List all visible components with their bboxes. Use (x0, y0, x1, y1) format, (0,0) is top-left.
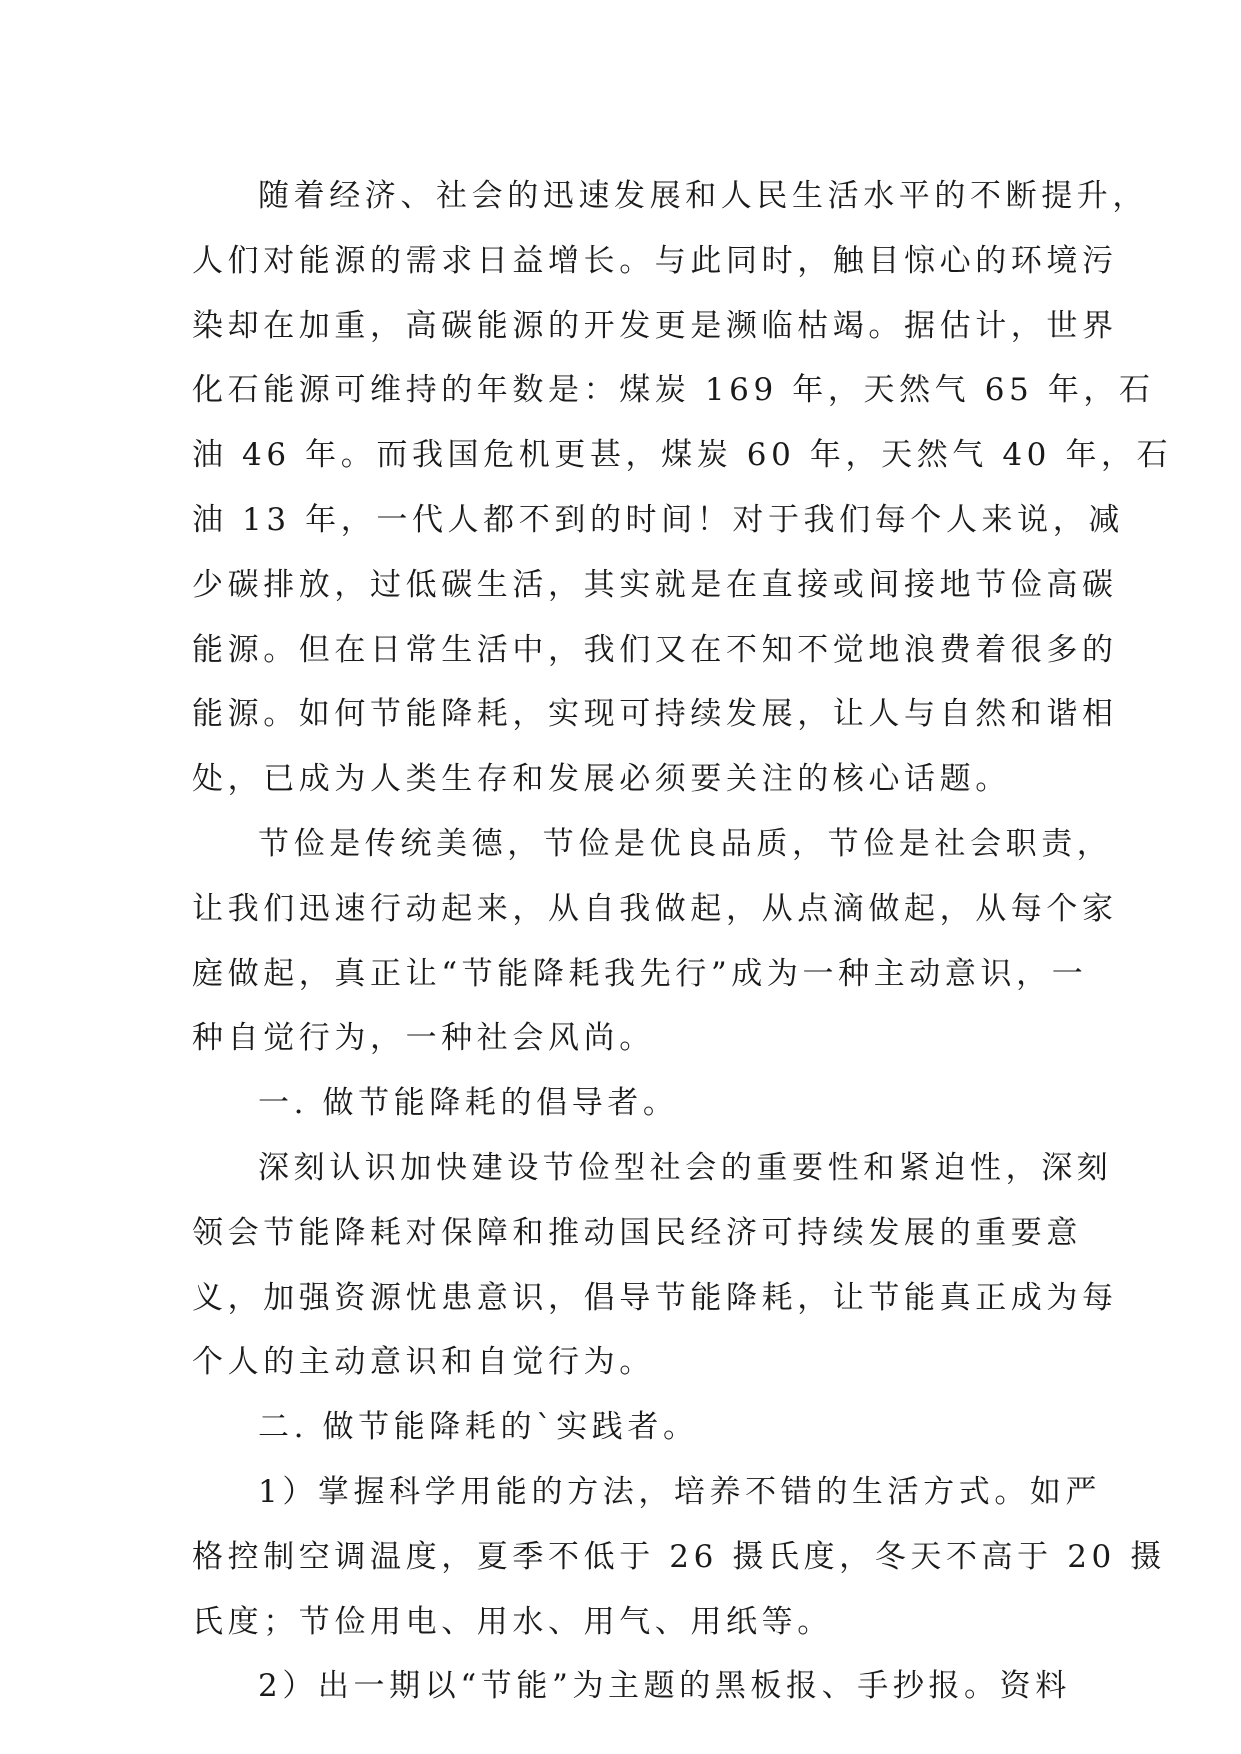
text-line: 氏度；节俭用电、用水、用气、用纸等。 (192, 1603, 833, 1640)
text-line: 染却在加重，高碳能源的开发更是濒临枯竭。据估计，世界 (192, 307, 1118, 344)
text-line: 庭做起，真正让“节能降耗我先行”成为一种主动意识，一 (192, 955, 1088, 992)
text-line: 一. 做节能降耗的倡导者。 (258, 1085, 679, 1122)
text-line: 义，加强资源忧患意识，倡导节能降耗，让节能真正成为每 (192, 1279, 1118, 1316)
text-line: 油 13 年，一代人都不到的时间！对于我们每个人来说，减 (192, 501, 1124, 538)
text-line: 2）出一期以“节能”为主题的黑板报、手抄报。资料 (258, 1668, 1071, 1705)
text-line: 人们对能源的需求日益增长。与此同时，触目惊心的环境污 (192, 242, 1118, 279)
text-line: 领会节能降耗对保障和推动国民经济可持续发展的重要意 (192, 1214, 1082, 1251)
text-line: 节俭是传统美德，节俭是优良品质，节俭是社会职责， (258, 825, 1113, 862)
text-line: 能源。如何节能降耗，实现可持续发展，让人与自然和谐相 (192, 696, 1118, 733)
text-line: 让我们迅速行动起来，从自我做起，从点滴做起，从每个家 (192, 890, 1118, 927)
text-line: 油 46 年。而我国危机更甚，煤炭 60 年，天然气 40 年，石 (192, 437, 1173, 474)
text-line: 深刻认识加快建设节俭型社会的重要性和紧迫性，深刻 (258, 1149, 1113, 1186)
text-line: 少碳排放，过低碳生活，其实就是在直接或间接地节俭高碳 (192, 566, 1118, 603)
text-line: 格控制空调温度，夏季不低于 26 摄氏度，冬天不高于 20 摄 (192, 1538, 1166, 1575)
text-line: 化石能源可维持的年数是：煤炭 169 年，天然气 65 年，石 (192, 372, 1155, 409)
document-body (192, 164, 1173, 1719)
text-line: 1）掌握科学用能的方法，培养不错的生活方式。如严 (258, 1473, 1102, 1510)
text-line: 处，已成为人类生存和发展必须要关注的核心话题。 (192, 761, 1011, 798)
text-line: 二. 做节能降耗的`实践者。 (258, 1409, 699, 1446)
text-line: 能源。但在日常生活中，我们又在不知不觉地浪费着很多的 (192, 631, 1118, 668)
text-line: 随着经济、社会的迅速发展和人民生活水平的不断提升， (258, 178, 1148, 214)
text-line: 种自觉行为，一种社会风尚。 (192, 1020, 655, 1057)
text-line: 个人的主动意识和自觉行为。 (192, 1344, 655, 1381)
